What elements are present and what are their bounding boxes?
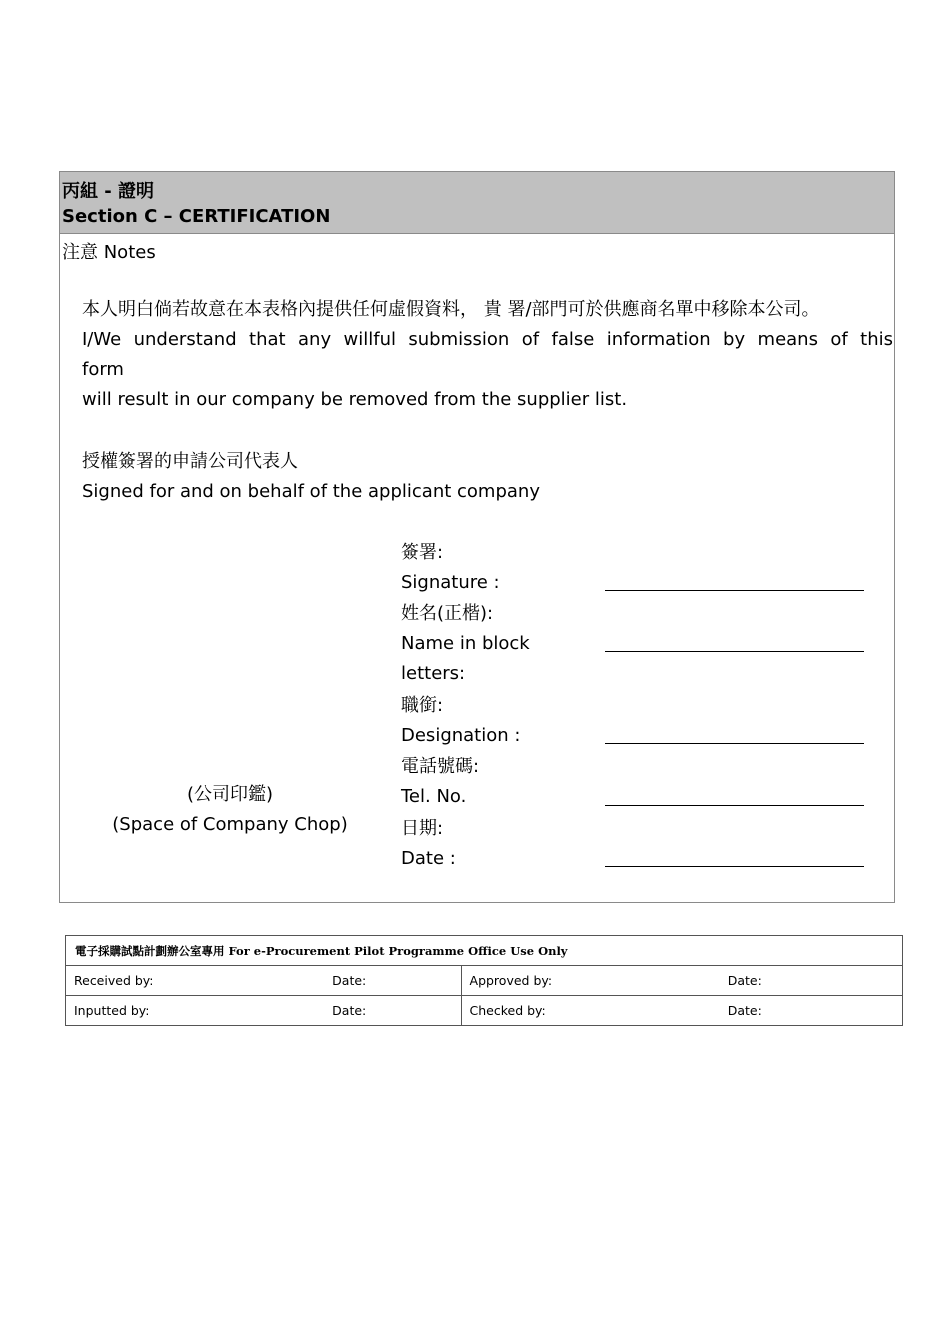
signature-label-en: Signature : — [401, 572, 500, 593]
date-label-zh: 日期: — [401, 818, 444, 839]
section-header — [60, 172, 894, 234]
name-label-en-1: Name in block — [401, 633, 530, 654]
table-row — [66, 966, 903, 996]
signature-label-zh: 簽署: — [401, 542, 444, 563]
tel-label-en: Tel. No. — [401, 786, 467, 807]
received-date-cell[interactable]: Date: — [324, 966, 461, 996]
statement-zh: 本人明白倘若故意在本表格內提供任何虛假資料， 貴 署/部門可於供應商名單中移除本公司。 — [82, 299, 820, 320]
signed-behalf-en: Signed for and on behalf of the applicant company — [82, 481, 540, 502]
inputted-by-cell[interactable]: Inputted by: — [66, 996, 325, 1026]
statement-en-line2: form — [82, 359, 124, 380]
notes-label: 注意 Notes — [62, 242, 156, 263]
name-line[interactable] — [605, 651, 864, 652]
checked-date-cell[interactable]: Date: — [720, 996, 903, 1026]
approved-date-cell[interactable]: Date: — [720, 966, 903, 996]
date-line[interactable] — [605, 866, 864, 867]
table-row — [66, 996, 903, 1026]
checked-by-cell[interactable]: Checked by: — [461, 996, 720, 1026]
signed-behalf-zh: 授權簽署的申請公司代表人 — [82, 451, 298, 472]
statement-en-line3: will result in our company be removed from the supplier list. — [82, 389, 628, 410]
section-c-certification — [59, 171, 895, 903]
company-chop-en: (Space of Company Chop) — [112, 814, 348, 835]
section-title-zh: 丙組 - 證明 — [62, 181, 155, 202]
designation-label-zh: 職銜: — [401, 695, 444, 716]
designation-line[interactable] — [605, 743, 864, 744]
name-label-en-2: letters: — [401, 663, 466, 684]
name-label-zh: 姓名(正楷): — [401, 603, 494, 624]
inputted-date-cell[interactable]: Date: — [324, 996, 461, 1026]
company-chop-zh: (公司印鑑) — [186, 784, 274, 805]
office-use-title: 電子採購試點計劃辦公室專用 For e-Procurement Pilot Programme Office Use Only — [66, 936, 903, 966]
tel-line[interactable] — [605, 805, 864, 806]
received-by-cell[interactable]: Received by: — [66, 966, 325, 996]
signature-line[interactable] — [605, 590, 864, 591]
office-use-title-row — [66, 936, 903, 966]
approved-by-cell[interactable]: Approved by: — [461, 966, 720, 996]
statement-en-line1: I/We understand that any willful submission of false information by means of this — [82, 329, 893, 350]
date-label-en: Date : — [401, 848, 456, 869]
section-title-en: Section C – CERTIFICATION — [62, 206, 331, 227]
designation-label-en: Designation : — [401, 725, 521, 746]
office-use-table — [65, 935, 903, 1026]
tel-label-zh: 電話號碼: — [401, 756, 480, 777]
